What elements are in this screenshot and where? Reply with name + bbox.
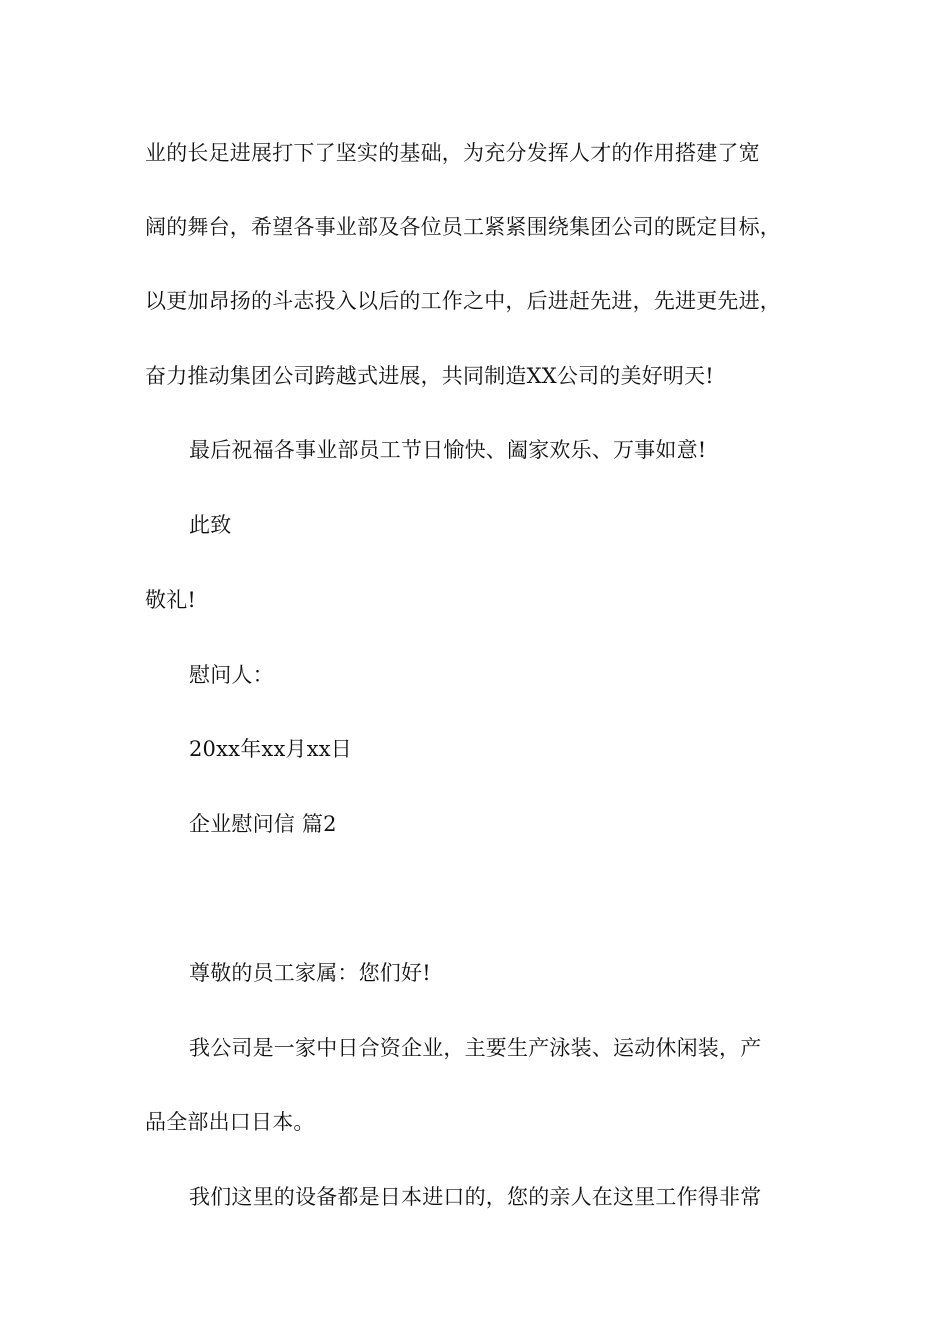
body-line: 业的长足进展打下了坚实的基础，为充分发挥人才的作用搭建了宽 <box>145 141 760 165</box>
body-line: 奋力推动集团公司跨越式进展，共同制造XX公司的美好明天! <box>145 364 714 388</box>
letter-date: 20xx年xx月xx日 <box>189 737 352 761</box>
section-heading: 企业慰问信 篇2 <box>189 812 337 836</box>
body-line: 品全部出口日本。 <box>145 1110 315 1134</box>
body-line: 我们这里的设备都是日本进口的，您的亲人在这里工作得非常 <box>189 1185 762 1209</box>
greeting-line: 尊敬的员工家属：您们好! <box>189 961 431 985</box>
salutation-respect: 敬礼! <box>145 588 197 612</box>
signatory-label: 慰问人： <box>189 663 274 687</box>
body-line: 以更加昂扬的斗志投入以后的工作之中，后进赶先进，先进更先进， <box>145 289 781 313</box>
salutation-closing: 此致 <box>189 513 232 537</box>
body-line: 我公司是一家中日合资企业，主要生产泳装、运动休闲装，产 <box>189 1036 762 1060</box>
closing-wish: 最后祝福各事业部员工节日愉快、阖家欢乐、万事如意! <box>189 438 707 462</box>
body-line: 阔的舞台，希望各事业部及各位员工紧紧围绕集团公司的既定目标， <box>145 215 781 239</box>
